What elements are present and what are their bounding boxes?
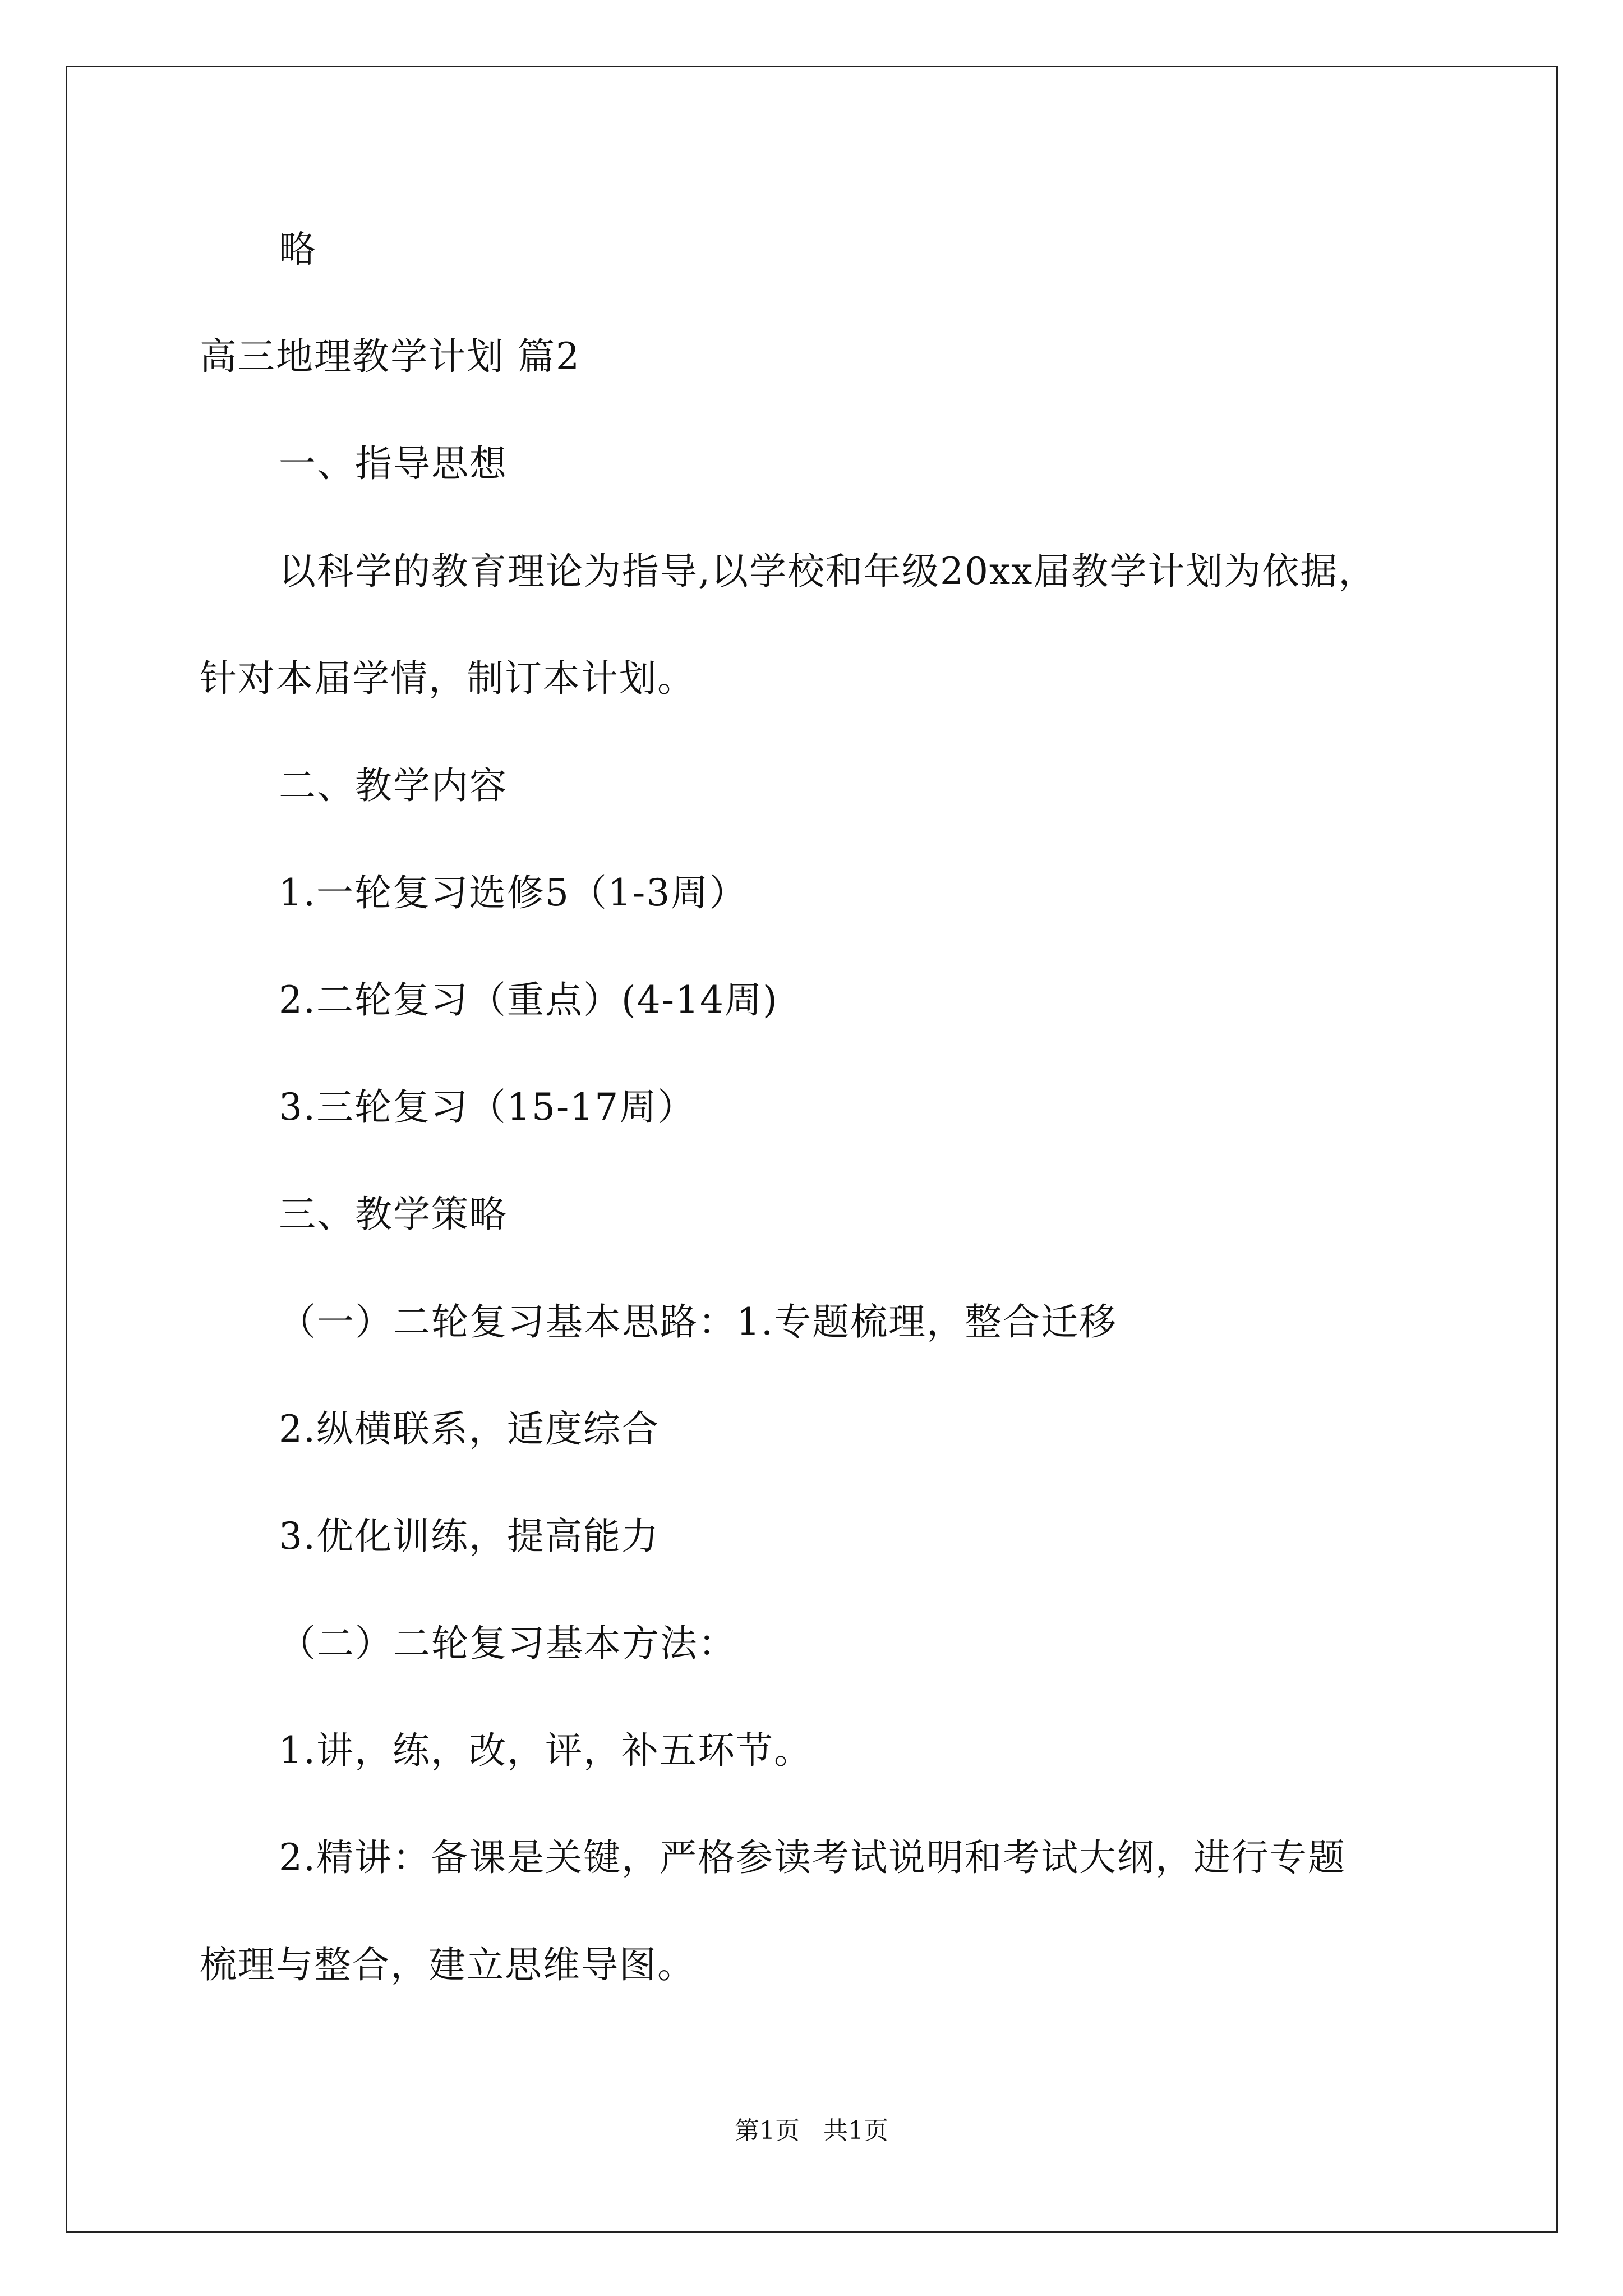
list-item: 2.纵横联系，适度综合 [279,1407,660,1451]
page-footer: 第1页 共1页 [735,2116,888,2145]
text-line: 略 [279,228,317,271]
list-item: 3.三轮复习（15-17周） [279,1085,696,1129]
paragraph-line: （二）二轮复习基本方法： [279,1622,736,1665]
list-item: 1.一轮复习选修5（1-3周） [279,871,748,914]
paragraph-line: 梳理与整合，建立思维导图。 [200,1943,695,1986]
paragraph-line: 以科学的教育理论为指导,以学校和年级20xx届教学计划为依据， [279,550,1377,593]
list-item: 3.优化训练，提高能力 [279,1515,660,1558]
list-item: 2.二轮复习（重点）(4-14周) [279,978,778,1022]
section-title: 高三地理教学计划 篇2 [200,335,580,378]
list-item: 1.讲，练，改，评，补五环节。 [279,1729,812,1772]
heading-teaching-strategy: 三、教学策略 [279,1193,508,1236]
paragraph-line: （一）二轮复习基本思路：1.专题梳理，整合迁移 [279,1300,1117,1343]
paragraph-line: 针对本届学情，制订本计划。 [200,657,695,700]
list-item: 2.精讲：备课是关键，严格参读考试说明和考试大纲，进行专题 [279,1836,1346,1879]
heading-guiding-ideology: 一、指导思想 [279,442,508,485]
page-border [66,66,1558,2233]
heading-teaching-content: 二、教学内容 [279,764,508,807]
